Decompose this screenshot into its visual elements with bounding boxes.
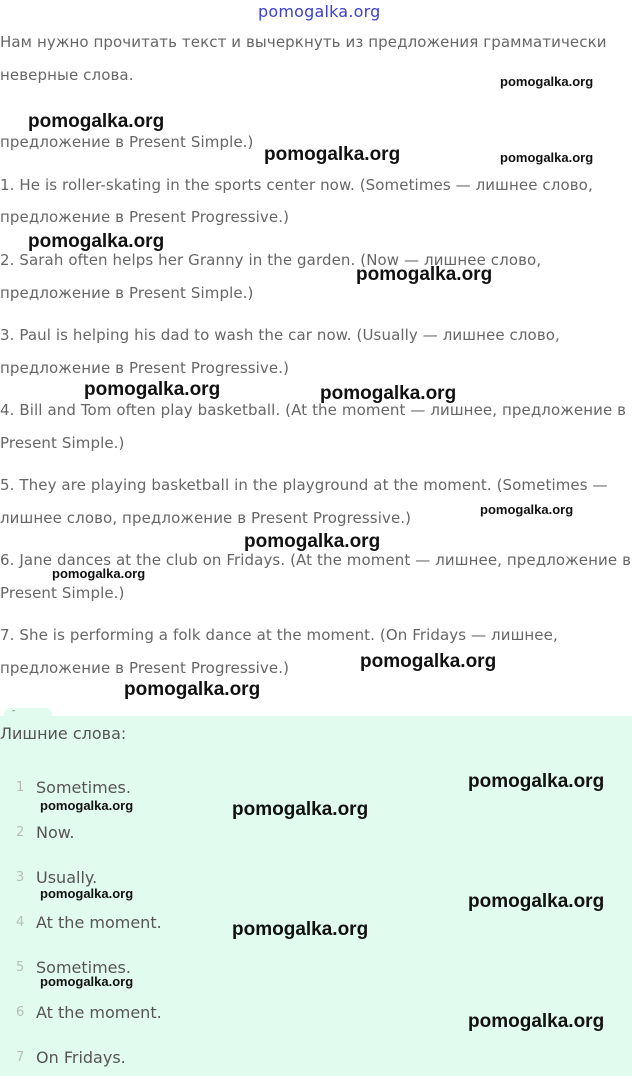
answer-item-number: 4 xyxy=(16,915,25,930)
answer-item-number: 7 xyxy=(16,1050,25,1065)
watermark-text: pomogalka.org xyxy=(84,379,221,400)
answer-item-text: Now. xyxy=(36,823,75,842)
watermark-text: pomogalka.org xyxy=(28,111,165,132)
watermark-text: pomogalka.org xyxy=(232,799,369,820)
paragraph-2-line-1: 2. Sarah often helps her Granny in the garden. (Now — лишнее слово, xyxy=(0,251,542,269)
site-logo-link[interactable]: pomogalka.org xyxy=(258,2,381,21)
intro-text-line-1: Нам нужно прочитать текст и вычеркнуть из предложения грамматически xyxy=(0,33,607,51)
watermark-text: pomogalka.org xyxy=(356,264,493,285)
answer-item-number: 2 xyxy=(16,825,25,840)
watermark-text: pomogalka.org xyxy=(40,798,134,813)
paragraph-5-line-1: 5. They are playing basketball in the playground at the moment. (Sometimes — xyxy=(0,476,608,494)
answer-item-text: Usually. xyxy=(36,868,98,887)
paragraph-2-line-2: предложение в Present Simple.) xyxy=(0,284,254,302)
watermark-text: pomogalka.org xyxy=(40,886,134,901)
watermark-text: pomogalka.org xyxy=(52,566,146,581)
answer-panel-tab[interactable] xyxy=(4,708,52,720)
watermark-text: pomogalka.org xyxy=(244,531,381,552)
paragraph-3-line-1: 3. Paul is helping his dad to wash the car now. (Usually — лишнее слово, xyxy=(0,326,560,344)
watermark-text: pomogalka.org xyxy=(232,919,369,940)
answer-item-text: On Fridays. xyxy=(36,1048,126,1067)
watermark-text: pomogalka.org xyxy=(468,771,605,792)
paragraph-4-line-1: 4. Bill and Tom often play basketball. (At the moment — лишнее, предложение в xyxy=(0,401,627,419)
answer-item-number: 5 xyxy=(16,960,25,975)
answer-item-text: At the moment. xyxy=(36,1003,162,1022)
answer-tab-mark: - xyxy=(12,706,16,716)
paragraph-4-line-2: Present Simple.) xyxy=(0,434,125,452)
paragraph-6-line-1: 6. Jane dances at the club on Fridays. (At the moment — лишнее, предложение в xyxy=(0,551,632,569)
watermark-text: pomogalka.org xyxy=(40,974,134,989)
paragraph-1-line-1: 1. He is roller-skating in the sports center now. (Sometimes — лишнее слово, xyxy=(0,176,593,194)
answer-item-text: Sometimes. xyxy=(36,778,131,797)
watermark-text: pomogalka.org xyxy=(360,651,497,672)
watermark-text: pomogalka.org xyxy=(468,1011,605,1032)
watermark-text: pomogalka.org xyxy=(480,502,574,517)
watermark-text: pomogalka.org xyxy=(320,383,457,404)
watermark-text: pomogalka.org xyxy=(28,231,165,252)
paragraph-7-line-2: предложение в Present Progressive.) xyxy=(0,659,290,677)
answer-item-number: 3 xyxy=(16,870,25,885)
answer-item-text: Sometimes. xyxy=(36,958,131,977)
paragraph-0-line-1: предложение в Present Simple.) xyxy=(0,133,254,151)
answer-title: Лишние слова: xyxy=(0,724,127,743)
watermark-text: pomogalka.org xyxy=(124,679,261,700)
paragraph-6-line-2: Present Simple.) xyxy=(0,584,125,602)
paragraph-7-line-1: 7. She is performing a folk dance at the moment. (On Fridays — лишнее, xyxy=(0,626,558,644)
paragraph-3-line-2: предложение в Present Progressive.) xyxy=(0,359,290,377)
paragraph-1-line-2: предложение в Present Progressive.) xyxy=(0,208,290,226)
watermark-text: pomogalka.org xyxy=(264,144,401,165)
watermark-text: pomogalka.org xyxy=(500,74,594,89)
answer-item-number: 6 xyxy=(16,1005,25,1020)
answer-item-number: 1 xyxy=(16,780,25,795)
watermark-text: pomogalka.org xyxy=(500,150,594,165)
intro-text-line-2: неверные слова. xyxy=(0,66,134,84)
paragraph-5-line-2: лишнее слово, предложение в Present Progressive.) xyxy=(0,509,412,527)
answer-item-text: At the moment. xyxy=(36,913,162,932)
watermark-text: pomogalka.org xyxy=(468,891,605,912)
